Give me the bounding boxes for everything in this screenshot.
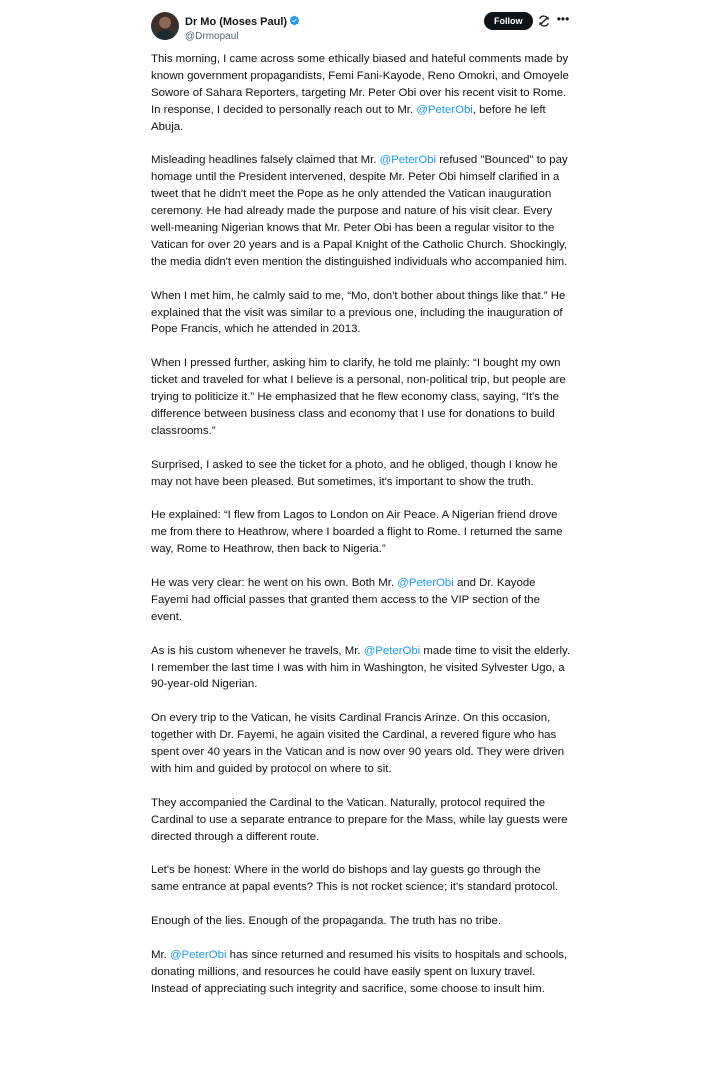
- paragraph-text: Mr.: [151, 948, 170, 961]
- tweet-text: [151, 51, 571, 1014]
- author-block: [185, 12, 300, 44]
- more-icon[interactable]: •••: [556, 12, 570, 26]
- tweet-paragraph: [151, 51, 571, 136]
- tweet-paragraph: [151, 862, 571, 896]
- tweet-paragraph: [151, 507, 571, 558]
- paragraph-text: When I met him, he calmly said to me, “Mo, don't bother about things like that.” He explained that the visit was similar to a previous one, including the inauguration of Pope Francis, which he attended in 2013.: [151, 289, 566, 336]
- tweet-paragraph: [151, 152, 571, 270]
- tweet-paragraph: [151, 947, 571, 998]
- paragraph-text: On every trip to the Vatican, he visits Cardinal Francis Arinze. On this occasion, together with Dr. Fayemi, he again visited the Cardinal, a revered figure who has spent over 40 years in the Vatican and is now over 90 years old. They were driven with him and guided by protocol on where to sit.: [151, 712, 565, 775]
- author-display-name[interactable]: Dr Mo (Moses Paul): [185, 16, 288, 28]
- avatar[interactable]: [151, 12, 179, 40]
- paragraph-text: , before he left Abuja.: [151, 103, 546, 133]
- mention-link[interactable]: @PeterObi: [416, 103, 473, 116]
- mention-link[interactable]: @PeterObi: [397, 577, 454, 589]
- tweet-paragraph: [151, 710, 571, 778]
- paragraph-text: He explained: “I flew from Lagos to London on Air Peace. A Nigerian friend drove me from there to Heathrow, where I boarded a flight to Rome. I returned the same way, Rome to Heathrow, then back to Nigeria.”: [151, 509, 563, 556]
- paragraph-text: They accompanied the Cardinal to the Vatican. Naturally, protocol required the Cardinal to use a separate entrance to prepare for the Mass, while lay guests were directed through a different route.: [151, 796, 568, 843]
- tweet-paragraph: [151, 643, 571, 694]
- mention-link[interactable]: @PeterObi: [363, 644, 421, 657]
- paragraph-text: Let's be honest: Where in the world do bishops and lay guests go through the same entrance at papal events? This is not rocket science; it's standard protocol.: [151, 864, 559, 894]
- paragraph-text: He was very clear: he went on his own. Both Mr.: [151, 577, 398, 589]
- paragraph-text: made time to visit the elderly. I remember the last time I was with him in Washington, he visited Sylvester Ugo, a 90-year-old Nigerian.: [151, 644, 571, 691]
- tweet-paragraph: [151, 795, 571, 846]
- paragraph-text: and Dr. Kayode Fayemi had official passes that granted them access to the VIP section of the event.: [151, 577, 540, 623]
- mention-link[interactable]: @PeterObi: [379, 154, 437, 167]
- tweet-header: [151, 12, 571, 42]
- paragraph-text: has since returned and resumed his visits to hospitals and schools, donating millions, and resources he could have easily spent on luxury travel. Instead of appreciating such integrity and sacrifice, some choose to insult him.: [151, 948, 568, 995]
- paragraph-text: When I pressed further, asking him to clarify, he told me plainly: “I bought my own ticket and traveled for what I believe is a personal, non-political trip, but people are trying to politicize it.” He emphasized that he flew economy class, saying, “It's the difference between business class and economy that I use for donations to build classrooms.”: [151, 357, 566, 437]
- tweet-paragraph: [151, 575, 571, 626]
- tweet-paragraph: [151, 457, 571, 491]
- tweet-paragraph: [151, 288, 571, 339]
- paragraph-text: Enough of the lies. Enough of the propaganda. The truth has no tribe.: [151, 915, 501, 928]
- verified-badge-icon: [289, 15, 300, 26]
- grok-icon[interactable]: [537, 14, 551, 28]
- paragraph-text: Misleading headlines falsely claimed that Mr.: [151, 154, 380, 167]
- paragraph-text: refused "Bounced" to pay homage until the President intervened, despite Mr. Peter Obi himself clarified in a tweet that he didn't meet the Pope as he only attended the Vatican inauguration ceremony. He had already made the purpose and nature of his visit clear. Every well-meaning Nigerian knows that Mr. Peter Obi has been a regular visitor to the Vatican for over 20 years and is a Papal Knight of the Catholic Church. Shockingly, the media didn't even mention the distinguished individuals who accompanied him.: [151, 154, 568, 268]
- author-handle[interactable]: @Drmopaul: [185, 31, 239, 42]
- paragraph-text: As is his custom whenever he travels, Mr.: [151, 644, 364, 657]
- tweet-paragraph: [151, 355, 571, 440]
- follow-button[interactable]: Follow: [484, 12, 533, 30]
- tweet-paragraph: [151, 913, 571, 930]
- paragraph-text: Surprised, I asked to see the ticket for a photo, and he obliged, though I know he may not have been pleased. But sometimes, it's important to show the truth.: [151, 458, 558, 488]
- paragraph-text: This morning, I came across some ethically biased and hateful comments made by known government propagandists, Femi Fani-Kayode, Reno Omokri, and Omoyele Sowore of Sahara Reporters, targeting Mr. Peter Obi over his recent visit to Rome. In response, I decided to personally reach out to Mr.: [151, 53, 569, 116]
- mention-link[interactable]: @PeterObi: [169, 948, 227, 961]
